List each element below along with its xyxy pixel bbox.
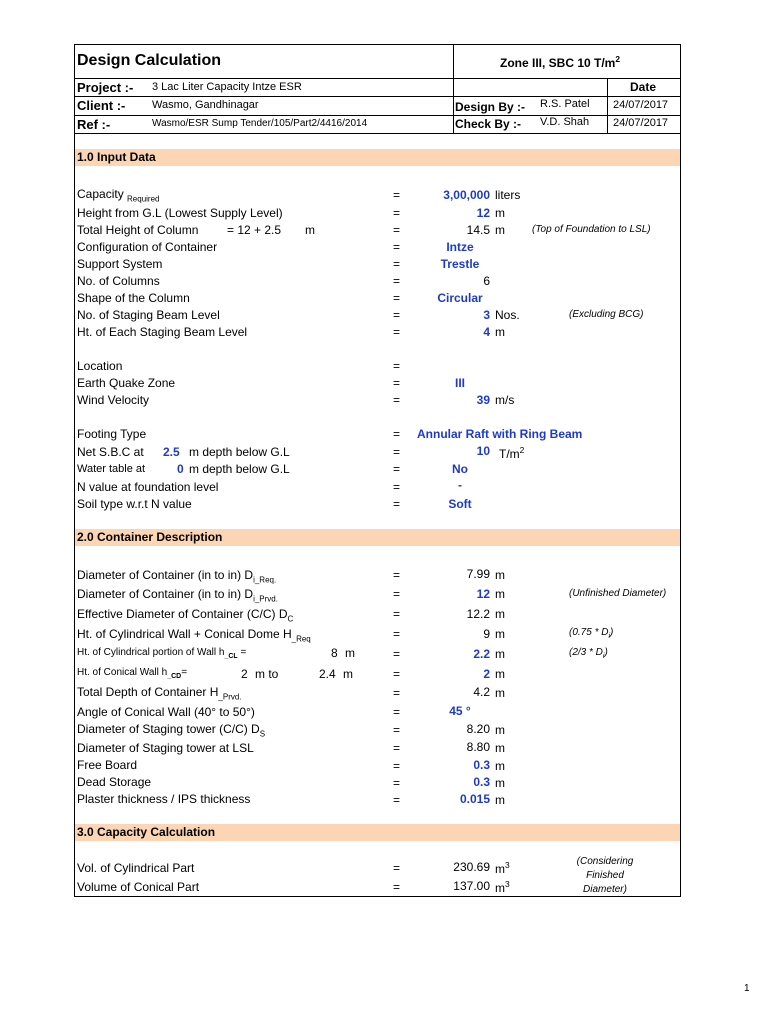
dead-storage-unit: m [495,776,505,790]
free-board-unit: m [495,759,505,773]
ht-cd-label: Ht. of Conical Wall $h_{\_CD}=$ [77,667,188,680]
equals-sign: = [393,325,401,339]
free-board-value: 0.3 [473,758,490,772]
total-depth-value: 4.2 [473,685,490,699]
equals-sign: = [393,686,401,700]
equals-sign: = [393,759,401,773]
shape-value: Circular [437,291,483,305]
stag-dia-value: 8.20 [466,722,490,736]
location-label: Location [77,359,123,373]
equals-sign: = [393,627,401,641]
equals-sign: = [393,445,401,459]
config-label: Configuration of Container [77,240,218,254]
ht-cl-note: $(2/3 * D_i)$ [569,647,608,660]
date-label: Date [630,80,657,94]
ht-cl-value: 2.2 [473,647,490,661]
equals-sign: = [393,376,401,390]
project-value: 3 Lac Liter Capacity Intze ESR [152,81,302,93]
dia-req-value: 7.99 [466,567,490,581]
equals-sign: = [393,188,401,202]
ht-cd-to-unit: m [343,667,353,681]
staging-ht-value: 4 [483,325,490,339]
staging-label: No. of Staging Beam Level [77,308,220,322]
columns-value: 6 [483,274,490,288]
equals-sign: = [393,359,401,373]
con-vol-value: 137.00 [453,879,490,893]
page-number: 1 [744,983,750,994]
stag-dia-label: Diameter of Staging tower (C/C) $D_S$ [77,722,266,739]
equals-sign: = [393,587,401,601]
sbc-depth: 2.5 [163,445,180,459]
document-title: Design Calculation [77,52,222,69]
dia-prvd-label: Diameter of Container (in to in) $D_{i\_Prvd.}$ [77,587,278,604]
footing-label: Footing Type [77,427,147,441]
equals-sign: = [393,861,401,875]
support-label: Support System [77,257,163,271]
angle-value: 45 ° [449,704,471,718]
stag-lsl-label: Diameter of Staging tower at LSL [77,741,254,755]
equals-sign: = [393,480,401,494]
wind-label: Wind Velocity [77,393,150,407]
equals-sign: = [393,741,401,755]
capacity-value: 3,00,000 [443,188,490,202]
height-gl-label: Height from G.L (Lowest Supply Level) [77,206,283,220]
capacity-note-line2: Finished [586,870,624,881]
ht-cl-expr-unit: m [345,646,355,660]
cyl-vol-unit: $m^3$ [495,860,510,876]
equals-sign: = [393,427,401,441]
water-label: Water table at [77,463,146,475]
support-value: Trestle [440,257,480,271]
ht-cd-unit: m [495,667,505,681]
staging-unit: Nos. [495,308,520,322]
capacity-unit: liters [495,188,521,202]
wind-unit: m/s [495,393,515,407]
capacity-note-line3: Diameter) [583,884,627,895]
equals-sign: = [393,274,401,288]
staging-value: 3 [483,308,490,322]
design-by-value: R.S. Patel [540,98,590,110]
con-vol-unit: $m^3$ [495,879,510,895]
ht-cyl-note: $(0.75 * D_i)$ [569,627,614,640]
eq-zone-label: Earth Quake Zone [77,376,176,390]
ht-cd-from: 2 [241,667,248,681]
dia-req-label: Diameter of Container (in to in) $D_{i\_Req.}$ [77,568,277,585]
equals-sign: = [393,723,401,737]
cyl-vol-label: Vol. of Cylindrical Part [77,861,195,875]
equals-sign: = [393,393,401,407]
sbc-unit: $T/m^2$ [499,445,525,461]
equals-sign: = [393,647,401,661]
staging-ht-unit: m [495,325,505,339]
total-height-label: Total Height of Column [77,223,199,237]
equals-sign: = [393,462,401,476]
zone-info: Zone III, SBC 10 $T/m^2$ [500,54,621,70]
dead-storage-label: Dead Storage [77,775,152,789]
dia-prvd-note: (Unfinished Diameter) [569,588,667,599]
ht-cd-to: 2.4 [319,667,336,681]
section-container-description: 2.0 Container Description [75,529,680,546]
dia-prvd-unit: m [495,587,505,601]
ht-cd-value: 2 [483,667,490,681]
footing-value: Annular Raft with Ring Beam [417,427,583,441]
total-height-value: 14.5 [466,223,490,237]
soil-value: Soft [448,497,472,511]
eff-dia-value: 12.2 [466,607,490,621]
soil-label: Soil type w.r.t N value [77,497,192,511]
total-height-note: (Top of Foundation to LSL) [532,224,651,235]
cyl-vol-value: 230.69 [453,860,490,874]
equals-sign: = [393,308,401,322]
water-depth-text: m depth below G.L [189,462,290,476]
water-value: No [452,462,468,476]
wind-value: 39 [476,393,490,407]
dead-storage-value: 0.3 [473,775,490,789]
ht-cl-unit: m [495,647,505,661]
stag-lsl-unit: m [495,741,505,755]
eff-dia-label: Effective Diameter of Container (C/C) $D_C$ [77,607,294,624]
ht-cl-label: Ht. of Cylindrical portion of Wall $h_{\_CL}$ = [77,647,247,660]
check-by-value: V.D. Shah [540,116,590,128]
equals-sign: = [393,776,401,790]
total-depth-label: Total Depth of Container $H_{\_Prvd.}$ [77,685,242,702]
sbc-depth-text: m depth below G.L [189,445,290,459]
stag-lsl-value: 8.80 [466,740,490,754]
angle-label: Angle of Conical Wall (40° to 50°) [77,705,255,719]
equals-sign: = [393,240,401,254]
calculation-sheet [74,44,681,897]
staging-ht-label: Ht. of Each Staging Beam Level [77,325,248,339]
equals-sign: = [393,257,401,271]
capacity-label: Capacity $_{Required}$ [77,187,160,204]
design-date: 24/07/2017 [613,99,669,111]
client-value: Wasmo, Gandhinagar [152,99,259,111]
ht-cyl-value: 9 [483,627,490,641]
equals-sign: = [393,206,401,220]
ht-cl-expr: 8 [331,646,338,660]
dia-req-unit: m [495,568,505,582]
total-depth-unit: m [495,686,505,700]
config-value: Intze [446,240,474,254]
check-by-label: Check By :- [455,117,522,131]
plaster-unit: m [495,793,505,807]
total-height-expr: = 12 + 2.5 [227,223,282,237]
shape-label: Shape of the Column [77,291,190,305]
eff-dia-unit: m [495,607,505,621]
con-vol-label: Volume of Conical Part [77,880,200,894]
section-capacity-calculation: 3.0 Capacity Calculation [75,824,680,841]
water-depth: 0 [177,462,184,476]
ht-cyl-label: Ht. of Cylindrical Wall + Conical Dome $H_{\_Req}$ [77,627,311,644]
plaster-value: 0.015 [459,792,490,806]
plaster-label: Plaster thickness / IPS thickness [77,792,251,806]
client-label: Client :- [77,98,126,113]
free-board-label: Free Board [77,758,138,772]
ref-value: Wasmo/ESR Sump Tender/105/Part2/4416/2014 [152,118,368,129]
design-by-label: Design By :- [455,100,526,114]
equals-sign: = [393,793,401,807]
equals-sign: = [393,568,401,582]
dia-prvd-value: 12 [476,587,490,601]
section-input-data: 1.0 Input Data [75,149,680,166]
eq-zone-value: III [454,376,465,390]
check-date: 24/07/2017 [613,117,669,129]
staging-note: (Excluding BCG) [569,309,644,320]
height-gl-value: 12 [476,206,490,220]
equals-sign: = [393,705,401,719]
columns-label: No. of Columns [77,274,160,288]
sbc-label: Net S.B.C at [77,445,144,459]
ht-cyl-unit: m [495,627,505,641]
sbc-value: 10 [476,444,490,458]
ref-label: Ref :- [77,117,111,132]
nvalue-value: - [458,478,462,492]
height-gl-unit: m [495,206,505,220]
stag-dia-unit: m [495,723,505,737]
ht-cd-mid: m to [255,667,279,681]
equals-sign: = [393,497,401,511]
total-height-unit: m [495,223,505,237]
capacity-note-line1: (Considering [576,856,634,867]
equals-sign: = [393,667,401,681]
equals-sign: = [393,880,401,894]
equals-sign: = [393,291,401,305]
nvalue-label: N value at foundation level [77,480,219,494]
equals-sign: = [393,223,401,237]
equals-sign: = [393,607,401,621]
project-label: Project :- [77,80,134,95]
total-height-expr-unit: m [305,223,315,237]
